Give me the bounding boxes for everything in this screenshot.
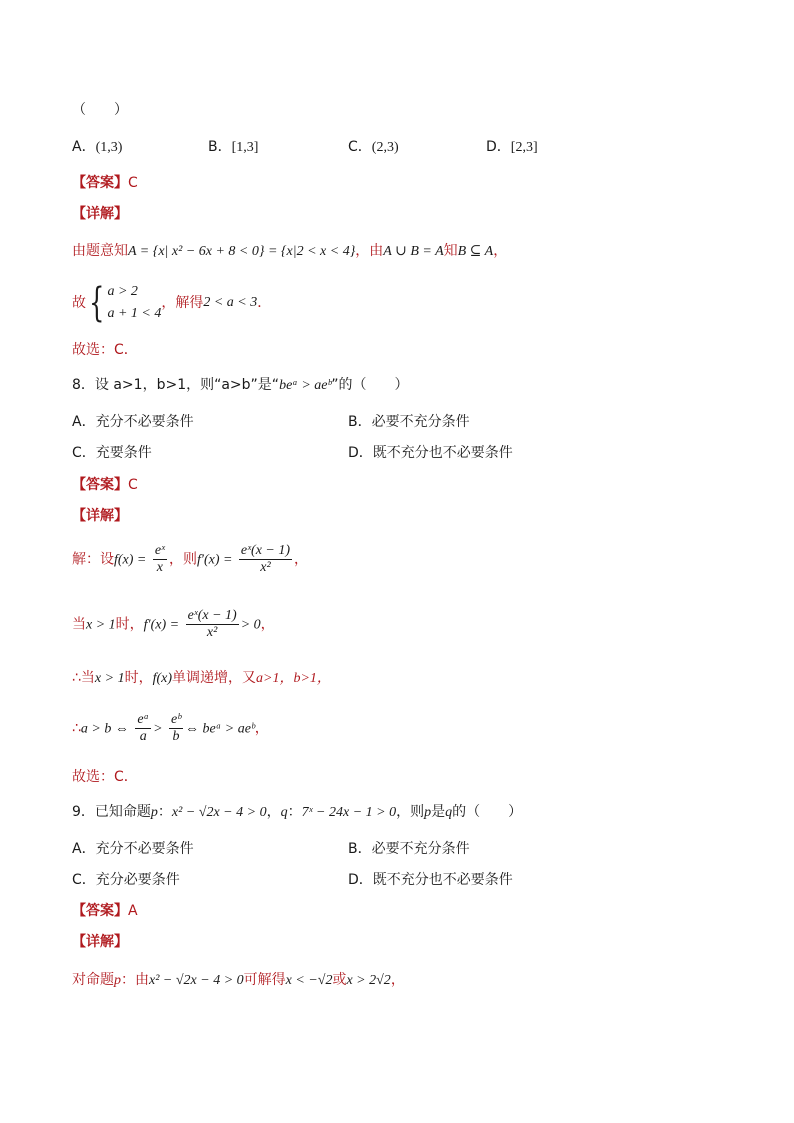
q7-option-b: B．[1,3] — [208, 139, 259, 155]
q9-option-d: D．既不充分也不必要条件 — [348, 872, 513, 888]
fraction: $\frac{\text{eᵃ}}{a}$ — [137, 712, 150, 744]
q7-solution-line2: 故 { a > 2 a + 1 < 4 ，解得 2 < a < 3 ． — [72, 280, 272, 326]
q7-option-d: D．[2,3] — [486, 139, 538, 155]
q8-detail-label: 【详解】 — [72, 508, 128, 524]
q8-option-d: D．既不充分也不必要条件 — [348, 445, 513, 461]
q8-option-b: B．必要不充分条件 — [348, 414, 470, 430]
q8-solution-line1: 解：设f(x) = $\frac{\text{eˣ}}{x}$ ，则f′(x) = $\frac{\text{eˣ(x − 1)}}{\text{x²}}$ ， — [72, 543, 309, 575]
q8-answer: 【答案】C — [72, 477, 138, 493]
fraction: $\frac{\text{eˣ(x − 1)}}{\text{x²}}$ — [187, 608, 237, 640]
q8-stem: 8．设 a>1，b>1，则“a>b”是“beᵃ > aeᵇ”的（ ） — [72, 377, 409, 393]
q8-solution-line3: ∴当x > 1时，f(x)单调递增，又a>1，b>1， — [72, 670, 331, 686]
q9-solution-line1: 对命题p：由x² − √2x − 4 > 0可解得x < −√2或x > 2√2， — [72, 972, 405, 988]
fraction: $\frac{\text{eˣ}}{x}$ — [154, 543, 165, 575]
q8-conclusion: 故选：C． — [72, 769, 138, 785]
q9-option-b: B．必要不充分条件 — [348, 841, 470, 857]
q9-stem: 9．已知命题p：x² − √2x − 4 > 0，q：7ˣ − 24x − 1 > 0，则p是q的（ ） — [72, 804, 523, 820]
q7-detail-label: 【详解】 — [72, 206, 128, 222]
q7-conclusion: 故选：C． — [72, 342, 138, 358]
q8-solution-line4: ∴a > b ⇔ $\frac{\text{eᵃ}}{a}$ > $\frac{\text{eᵇ}}{b}$ ⇔ beᵃ > aeᵇ， — [72, 712, 269, 744]
inequality-system: a > 2 a + 1 < 4 — [107, 284, 162, 321]
q7-answer: 【答案】C — [72, 175, 138, 191]
brace-icon: { — [89, 280, 105, 326]
fraction: $\frac{\text{eˣ(x − 1)}}{\text{x²}}$ — [240, 543, 291, 575]
q7-option-a: A．(1,3) — [72, 139, 123, 155]
q9-answer: 【答案】A — [72, 903, 138, 919]
q7-paren: （ ） — [72, 102, 128, 118]
q8-option-a: A．充分不必要条件 — [72, 414, 194, 430]
q9-option-a: A．充分不必要条件 — [72, 841, 194, 857]
q9-option-c: C．充分必要条件 — [72, 872, 180, 888]
fraction: $\frac{\text{eᵇ}}{b}$ — [171, 712, 182, 744]
q7-solution-line1: 由题意知A = {x| x² − 6x + 8 < 0} = {x|2 < x < 4}，由A ∪ B = A知B ⊆ A， — [72, 243, 508, 259]
q7-option-c: C．(2,3) — [348, 139, 399, 155]
q8-solution-line2: 当x > 1时，f′(x) = $\frac{\text{eˣ(x − 1)}}{\text{x²}}$ > 0， — [72, 608, 275, 640]
q9-detail-label: 【详解】 — [72, 934, 128, 950]
q8-option-c: C．充要条件 — [72, 445, 152, 461]
